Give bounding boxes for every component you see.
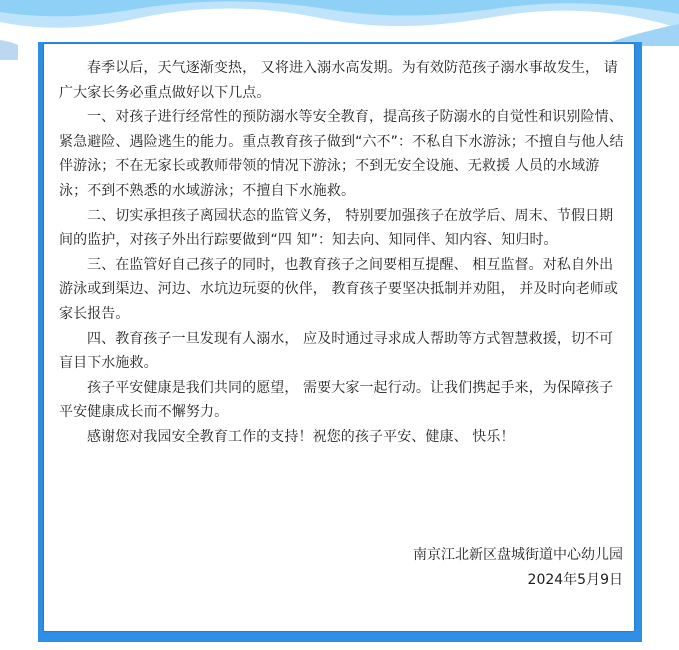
paragraph-call-to-action: 孩子平安健康是我们共同的愿望， 需要大家一起行动。让我们携起手来，为保障孩子平安健康成长而不懈努力。 (59, 379, 614, 421)
paragraph-intro: 春季以后，天气逐渐变热， 又将进入溺水高发期。为有效防范孩子溺水事故发生， 请广大家长务必重点做好以下几点。 (59, 60, 618, 101)
paragraph-thanks: 感谢您对我园安全教育工作的支持！祝您的孩子平安、健康、 快乐！ (87, 428, 515, 445)
letter-body (59, 56, 625, 450)
paragraph-point-2: 二、切实承担孩子离园状态的监管义务， 特别要加强孩子在放学后、周末、节假日期间的监护，对孩子外出行踪要做到“四 知”：知去向、知同伴、知内容、知归时。 (59, 207, 614, 249)
paragraph-point-4: 四、教育孩子一旦发现有人溺水， 应及时通过寻求成人帮助等方式智慧救援，切不可盲目下水施救。 (59, 330, 614, 372)
paragraph-point-1: 一、对孩子进行经常性的预防溺水等安全教育，提高孩子防溺水的自觉性和识别险情、紧急避险、遇险逃生的能力。重点教育孩子做到“六不”：不私自下水游泳；不擅自与他人结伴游泳；不在无家长或教师带领的情况下游泳；不到无安全设施、无救援 人员的水域游泳；不到不熟悉的水域游泳；不擅自下水施救。 (59, 109, 624, 199)
signature-organization: 南京江北新区盘城街道中心幼儿园 (413, 547, 623, 563)
signature-block (413, 543, 623, 593)
paragraph-point-3: 三、在监管好自己孩子的同时，也教育孩子之间要相互提醒、 相互监督。对私自外出游泳或到渠边、河边、水坑边玩耍的伙伴， 教育孩子要坚决抵制并劝阻， 并及时向老师或家长报告。 (59, 256, 618, 322)
signature-date: 2024年5月9日 (527, 572, 623, 588)
